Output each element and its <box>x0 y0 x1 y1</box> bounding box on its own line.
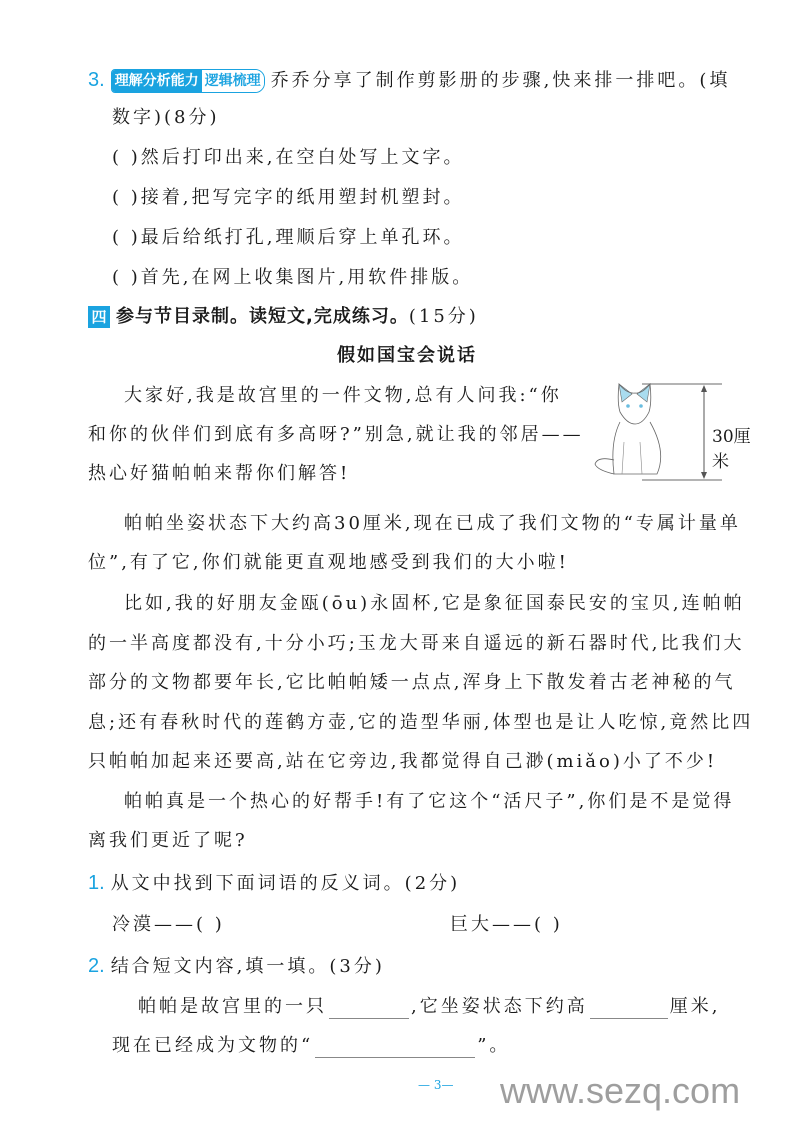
cat-figure <box>592 382 762 482</box>
q3-item-text: 然后打印出来,在空白处写上文字。 <box>140 147 465 168</box>
answer-bracket[interactable]: ( ) <box>112 147 141 168</box>
article-line: 离我们更近了呢? <box>88 830 248 851</box>
skill-tag <box>111 69 265 93</box>
q3-item <box>112 226 465 250</box>
q2-text: 厘米, <box>669 996 721 1017</box>
article-line: 帕帕真是一个热心的好帮手!有了它这个“活尺子”,你们是不是觉得 <box>124 791 735 812</box>
q3-item <box>112 266 473 290</box>
article-line: 息;还有春秋时代的莲鹤方壶,它的造型华丽,体型也是让人吃惊,竟然比四 <box>88 712 754 733</box>
q2-text: ,它坐姿状态下约高 <box>411 996 588 1017</box>
article-line: 比如,我的好朋友金瓯(ōu)永固杯,它是象征国泰民安的宝贝,连帕帕 <box>124 593 745 614</box>
q2-number: 2. <box>88 955 105 977</box>
watermark: www.sezq.com <box>500 1070 741 1111</box>
q3-number: 3. <box>88 69 105 91</box>
q3-item <box>112 186 465 210</box>
article-title: 假如国宝会说话 <box>337 345 477 366</box>
q1-number: 1. <box>88 872 105 894</box>
article-line: 热心好猫帕帕来帮你们解答! <box>88 463 351 484</box>
q1-prompt-text: 从文中找到下面词语的反义词。(2分) <box>110 873 461 894</box>
article-line: 位”,有了它,你们就能更直观地感受到我们的大小啦! <box>88 552 569 573</box>
q2-prompt <box>88 954 385 979</box>
answer-bracket[interactable]: ( ) <box>112 227 141 248</box>
article-line: 只帕帕加起来还要高,站在它旁边,我都觉得自己渺(miǎo)小了不少! <box>88 751 718 772</box>
article-line: 和你的伙伴们到底有多高呀?”别急,就让我的邻居—— <box>88 424 584 445</box>
figure-height-label: 30厘米 <box>712 427 751 472</box>
article-line: 大家好,我是故宫里的一件文物,总有人问我:“你 <box>124 385 562 406</box>
article-line: 的一半高度都没有,十分小巧;玉龙大哥来自遥远的新石器时代,比我们大 <box>88 633 745 654</box>
section-score: (15分) <box>408 306 479 327</box>
q2-line2 <box>112 1034 510 1058</box>
skill-tag-primary: 理解分析能力 <box>112 70 202 92</box>
skill-tag-secondary: 逻辑梳理 <box>202 70 264 92</box>
q1-pair-2[interactable]: 巨大——( ) <box>450 914 563 935</box>
section-4-header <box>88 305 479 329</box>
q3-item <box>112 146 465 170</box>
section-badge: 四 <box>88 306 110 328</box>
q2-text: 现在已经成为文物的“ <box>112 1035 314 1056</box>
q2-line1 <box>138 995 720 1019</box>
answer-blank[interactable] <box>315 1037 475 1058</box>
section-title: 参与节目录制。读短文,完成练习。 <box>116 306 409 327</box>
q1-prompt <box>88 871 460 896</box>
answer-bracket[interactable]: ( ) <box>112 187 141 208</box>
article-line: 帕帕坐姿状态下大约高30厘米,现在已成了我们文物的“专属计量单 <box>124 513 741 534</box>
answer-bracket[interactable]: ( ) <box>112 267 141 288</box>
answer-blank[interactable] <box>590 998 668 1019</box>
q3-item-text: 接着,把写完字的纸用塑封机塑封。 <box>140 187 465 208</box>
q3-prompt-line1 <box>88 68 730 93</box>
q3-prompt-text: 乔乔分享了制作剪影册的步骤,快来排一排吧。(填 <box>270 70 731 91</box>
q2-text: ”。 <box>477 1035 511 1056</box>
q3-prompt-line2: 数字)(8分) <box>112 107 220 128</box>
q3-item-text: 最后给纸打孔,理顺后穿上单孔环。 <box>140 227 465 248</box>
page-number: — 3— <box>418 1078 454 1092</box>
article-line: 部分的文物都要年长,它比帕帕矮一点点,浑身上下散发着古老神秘的气 <box>88 672 736 693</box>
q2-text: 帕帕是故宫里的一只 <box>138 996 327 1017</box>
answer-blank[interactable] <box>329 998 409 1019</box>
q2-prompt-text: 结合短文内容,填一填。(3分) <box>110 956 385 977</box>
q3-item-text: 首先,在网上收集图片,用软件排版。 <box>140 267 474 288</box>
q1-pair-1[interactable]: 冷漠——( ) <box>112 914 225 935</box>
